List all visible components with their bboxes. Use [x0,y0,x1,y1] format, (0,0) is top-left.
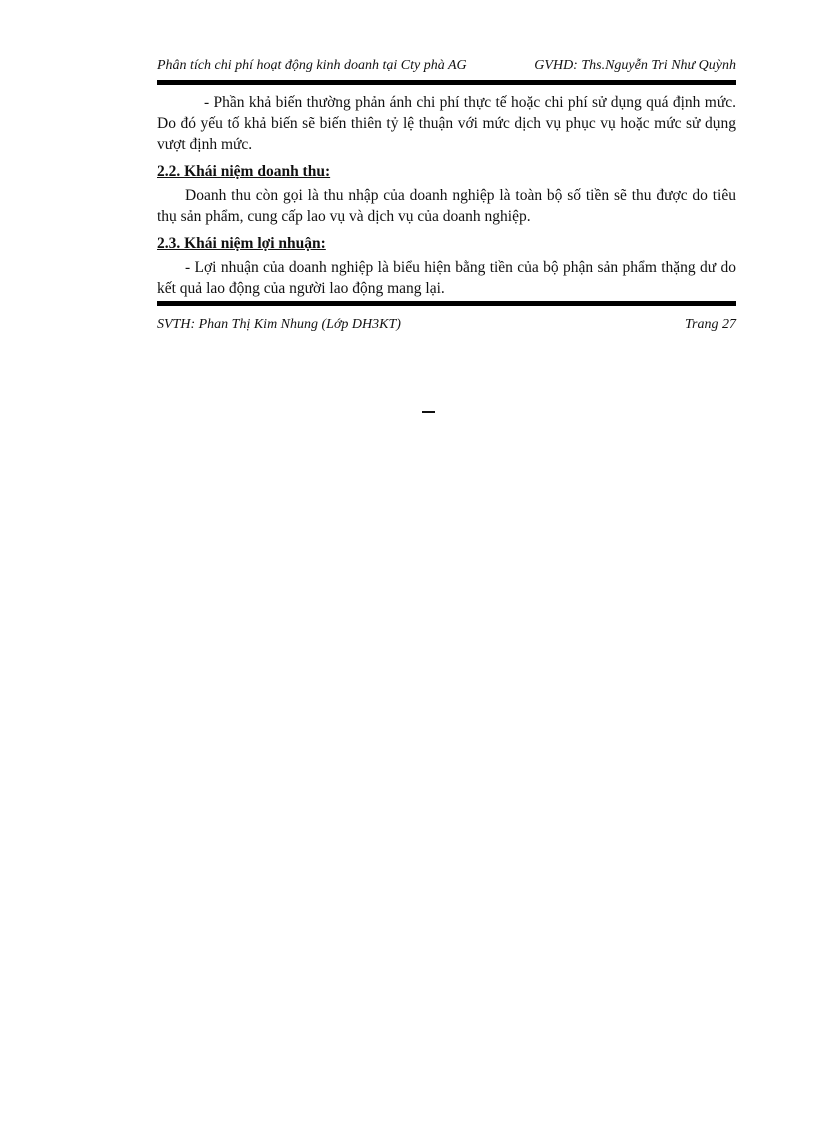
stray-dash-mark [422,411,435,413]
footer-rule [157,301,736,306]
paragraph-profit: - Lợi nhuận của doanh nghiệp là biểu hiện bằng tiền của bộ phận sản phẩm thặng dư do kết quả lao động của người lao động mang lại. [157,259,736,297]
section-heading-revenue: 2.2. Khái niệm doanh thu: [157,163,331,180]
page-footer [157,316,736,338]
section-heading-profit: 2.3. Khái niệm lợi nhuận: [157,235,326,252]
footer-student: SVTH: Phan Thị Kim Nhung (Lớp DH3KT) [157,317,401,332]
header-supervisor: GVHD: Ths.Nguyễn Tri Như Quỳnh [534,58,736,73]
page-body [157,92,736,299]
header-rule [157,80,736,85]
page-number: Trang 27 [685,317,736,332]
page-header [157,57,736,79]
header-document-title: Phân tích chi phí hoạt động kinh doanh tại Cty phà AG [157,58,467,73]
paragraph-revenue: Doanh thu còn gọi là thu nhập của doanh nghiệp là toàn bộ số tiền sẽ thu được do tiêu thụ sản phẩm, cung cấp lao vụ và dịch vụ của doanh nghiệp. [157,187,736,225]
paragraph-variable-cost: - Phần khả biến thường phản ánh chi phí thực tế hoặc chi phí sử dụng quá định mức. Do đó yếu tố khả biến sẽ biến thiên tỷ lệ thuận với mức dịch vụ phục vụ hoặc mức sử dụng vượt định mức. [157,94,736,153]
